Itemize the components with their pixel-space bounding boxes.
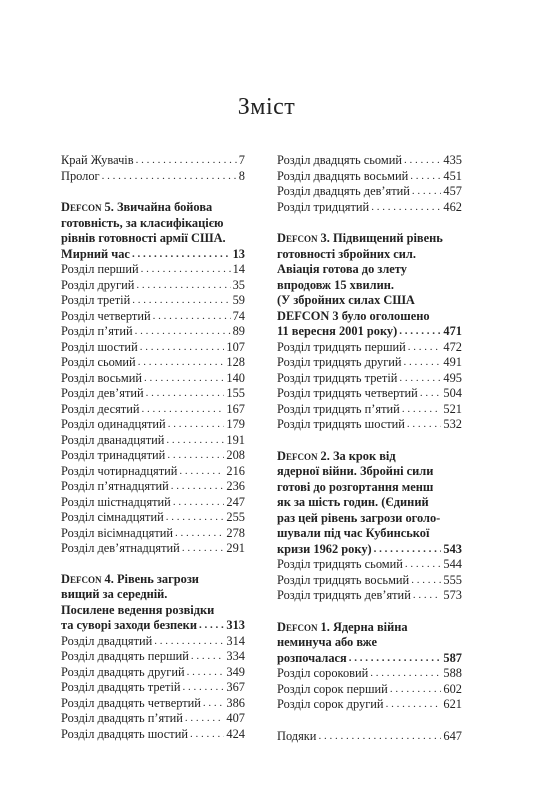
- entry-title: Розділ тридцять шостий: [277, 417, 405, 431]
- section-heading-line: неминуча або вже: [277, 635, 378, 649]
- entry-title: Розділ шостий: [61, 339, 138, 354]
- dot-leader: [132, 293, 230, 309]
- section-heading-line: Авіація готова до злету: [277, 262, 407, 276]
- dot-leader: [413, 588, 442, 604]
- chapter-entry: [277, 386, 462, 402]
- section-heading-line: Defcon 2. За крок від: [277, 448, 396, 463]
- page-number: 647: [443, 728, 462, 743]
- chapter-entry: [61, 479, 245, 495]
- entry-title: Розділ сімнадцятий: [61, 510, 164, 524]
- chapter-entry: [61, 448, 245, 464]
- entry-title: Розділ тридцять восьмий: [277, 572, 410, 587]
- continued-chapters: [277, 153, 462, 215]
- entry-title: Розділ одинадцятий: [61, 417, 166, 431]
- entry-title: Подяки: [277, 728, 317, 743]
- dot-leader: [183, 680, 225, 696]
- front-entry: [61, 169, 245, 185]
- entry-title: Розділ тридцять четвертий: [277, 386, 418, 400]
- page-title: Зміст: [237, 94, 296, 120]
- dot-leader: [185, 711, 225, 727]
- section-heading-line: вищий за середній.: [61, 587, 168, 601]
- page-number: 191: [226, 432, 245, 447]
- entry-title: Розділ тридцять другий: [277, 355, 402, 369]
- dot-leader: [141, 402, 224, 418]
- entry-title: Розділ дванадцятий: [61, 432, 165, 447]
- chapter-entry: [277, 402, 462, 418]
- entry-title: Розділ другий: [61, 277, 135, 292]
- dot-leader: [166, 510, 225, 526]
- chapter-entry: [61, 665, 245, 681]
- page-number: 424: [226, 726, 245, 741]
- page-number: 14: [232, 262, 245, 276]
- chapter-entry: [277, 588, 462, 604]
- dot-leader: [166, 433, 224, 449]
- entry-title: Розділ двадцять шостий: [61, 726, 188, 741]
- page-number: 291: [226, 541, 245, 555]
- dot-leader: [153, 309, 231, 325]
- entry-title: Розділ двадцять дев’ятий: [277, 184, 410, 198]
- page-number: 435: [443, 153, 462, 167]
- page-number: 451: [443, 168, 462, 183]
- dot-leader: [370, 666, 441, 682]
- page-number: 334: [226, 649, 245, 663]
- page-number: 491: [443, 355, 462, 369]
- entry-title: Розділ двадцять п’ятий: [61, 711, 183, 725]
- dot-leader: [408, 340, 442, 356]
- section-heading-entry: [277, 651, 462, 667]
- front-entry: [61, 153, 245, 169]
- section-heading-line: впродовж 15 хвилин.: [277, 277, 394, 292]
- dot-leader: [402, 402, 442, 418]
- section-heading-line: Defcon 5. Звичайна бойова: [61, 200, 213, 214]
- chapter-entry: [277, 697, 462, 713]
- entry-title: Розділ двадцятий: [61, 633, 153, 648]
- dot-leader: [138, 355, 225, 371]
- entry-title: Розділ п’ятнадцятий: [61, 479, 169, 493]
- page-number: 59: [232, 293, 245, 307]
- page-number: 462: [443, 199, 462, 214]
- entry-title: Розділ третій: [61, 293, 131, 307]
- page-number: 74: [232, 308, 245, 323]
- dot-leader: [191, 649, 225, 665]
- dot-leader: [136, 153, 237, 169]
- dot-leader: [374, 542, 442, 558]
- toc-column-left: [61, 153, 245, 742]
- dot-leader: [399, 371, 441, 387]
- entry-title: 11 вересня 2001 року): [277, 324, 398, 338]
- page-number: 407: [226, 711, 245, 725]
- page-number: 216: [226, 463, 245, 478]
- page-number: 588: [443, 666, 462, 680]
- toc-column-right: [277, 153, 462, 744]
- chapter-entry: [277, 666, 462, 682]
- dot-leader: [182, 541, 225, 557]
- entry-title: Розділ сорок перший: [277, 681, 388, 696]
- dot-leader: [167, 448, 224, 464]
- dot-leader: [404, 153, 441, 169]
- chapter-entry: [61, 278, 245, 294]
- section-defcon4: [61, 572, 245, 743]
- chapter-entry: [61, 293, 245, 309]
- chapter-entry: [61, 433, 245, 449]
- chapter-entry: [61, 355, 245, 371]
- section-heading-line: ядерної війни. Збройні сили: [277, 464, 434, 478]
- dot-leader: [173, 495, 225, 511]
- dot-leader: [140, 340, 225, 356]
- dot-leader: [175, 526, 224, 542]
- page-number: 13: [232, 246, 245, 261]
- dot-leader: [407, 417, 442, 433]
- entry-title: Розділ п’ятий: [61, 324, 133, 338]
- dot-leader: [390, 682, 442, 698]
- chapter-entry: [61, 371, 245, 387]
- page-number: 140: [226, 370, 245, 385]
- dot-leader: [132, 247, 231, 263]
- page-number: 313: [226, 618, 245, 632]
- entry-title: Розділ двадцять четвертий: [61, 695, 201, 710]
- page-number: 236: [226, 479, 245, 493]
- page-number: 155: [226, 386, 245, 400]
- page-number: 621: [443, 697, 462, 711]
- chapter-entry: [61, 541, 245, 557]
- chapter-entry: [61, 402, 245, 418]
- entry-title: Розділ шістнадцятий: [61, 494, 171, 509]
- chapter-entry: [61, 340, 245, 356]
- page-number: 521: [443, 401, 462, 416]
- chapter-entry: [61, 309, 245, 325]
- section-heading-line: Defcon 4. Рівень загрози: [61, 571, 199, 586]
- dot-leader: [168, 417, 225, 433]
- page-number: 208: [226, 448, 245, 462]
- dot-leader: [404, 355, 442, 371]
- entry-title: Розділ двадцять другий: [61, 664, 185, 679]
- chapter-entry: [277, 573, 462, 589]
- dot-leader: [179, 464, 224, 480]
- chapter-entry: [61, 262, 245, 278]
- chapter-entry: [277, 557, 462, 573]
- section-heading-line: шували під час Кубинської: [277, 526, 430, 540]
- chapter-entry: [61, 495, 245, 511]
- page-number: 255: [226, 510, 245, 524]
- section-defcon2: [277, 449, 462, 604]
- dot-leader: [411, 573, 441, 589]
- chapter-entry: [61, 464, 245, 480]
- section-heading-line: раз цей рівень загрози оголо-: [277, 510, 441, 525]
- entry-title: кризи 1962 року): [277, 541, 372, 556]
- entry-title: Край Жувачів: [61, 153, 134, 167]
- entry-title: Розділ перший: [61, 262, 139, 276]
- entry-title: Розділ двадцять третій: [61, 680, 181, 694]
- page-number: 587: [443, 650, 462, 665]
- chapter-entry: [61, 727, 245, 743]
- section-heading-line: Defcon 1. Ядерна війна: [277, 619, 408, 634]
- dot-leader: [141, 262, 231, 278]
- page-number: 107: [226, 339, 245, 354]
- dot-leader: [171, 479, 225, 495]
- entry-title: Розділ сорок другий: [277, 697, 384, 711]
- page-number: 314: [226, 633, 245, 648]
- entry-title: Розділ двадцять перший: [61, 649, 189, 663]
- section-defcon3: [277, 231, 462, 433]
- chapter-entry: [61, 510, 245, 526]
- entry-title: Розділ вісімнадцятий: [61, 525, 173, 540]
- chapter-entry: [277, 184, 462, 200]
- section-defcon1: [277, 620, 462, 713]
- dot-leader: [318, 729, 441, 745]
- section-heading-entry: [61, 618, 245, 634]
- page-number: 179: [226, 417, 245, 431]
- chapter-entry: [277, 200, 462, 216]
- chapter-entry: [277, 682, 462, 698]
- dot-leader: [144, 371, 224, 387]
- entry-title: Розділ сороковий: [277, 666, 369, 680]
- dot-leader: [349, 651, 442, 667]
- dot-leader: [154, 634, 224, 650]
- dot-leader: [399, 324, 441, 340]
- page-number: 472: [443, 339, 462, 354]
- entry-title: Розділ сьомий: [61, 355, 136, 369]
- entry-title: Розділ восьмий: [61, 370, 142, 385]
- page-number: 89: [232, 324, 245, 338]
- section-heading-line: рівнів готовності армії США.: [61, 231, 226, 245]
- section-heading-line: Defcon 3. Підвищений рівень: [277, 231, 443, 245]
- entry-title: Розділ тридцять п’ятий: [277, 401, 400, 416]
- chapter-entry: [277, 371, 462, 387]
- entry-title: Розділ дев’ятий: [61, 386, 144, 400]
- entry-title: Розділ тринадцятий: [61, 448, 166, 462]
- entry-title: Розділ чотирнадцятий: [61, 463, 178, 478]
- section-heading-line: готовності збройних сил.: [277, 246, 416, 261]
- entry-title: Пролог: [61, 168, 100, 183]
- section-heading-line: готові до розгортання менш: [277, 479, 434, 494]
- thanks-entry: [277, 729, 462, 745]
- page-number: 495: [443, 370, 462, 385]
- page-number: 543: [443, 541, 462, 556]
- entry-title: Розділ тридцятий: [277, 199, 370, 214]
- page-number: 367: [226, 680, 245, 694]
- dot-leader: [371, 200, 441, 216]
- page-number: 8: [238, 168, 245, 183]
- page-number: 602: [443, 681, 462, 696]
- front-matter: [61, 153, 245, 184]
- dot-leader: [102, 169, 237, 185]
- entry-title: Розділ тридцять дев’ятий: [277, 588, 411, 602]
- chapter-entry: [61, 417, 245, 433]
- chapter-entry: [61, 386, 245, 402]
- entry-title: Розділ тридцять третій: [277, 370, 398, 385]
- section-heading-line: як за шість годин. (Єдиний: [277, 495, 429, 509]
- dot-leader: [203, 696, 225, 712]
- thanks-section: [277, 729, 462, 745]
- chapter-entry: [277, 417, 462, 433]
- dot-leader: [420, 386, 442, 402]
- chapter-entry: [61, 680, 245, 696]
- entry-title: Розділ тридцять сьомий: [277, 557, 403, 571]
- dot-leader: [386, 697, 442, 713]
- entry-title: Розділ двадцять восьмий: [277, 168, 409, 183]
- entry-title: Розділ тридцять перший: [277, 339, 406, 354]
- dot-leader: [187, 665, 225, 681]
- page-number: 247: [226, 494, 245, 509]
- dot-leader: [135, 324, 231, 340]
- chapter-entry: [61, 696, 245, 712]
- dot-leader: [190, 727, 224, 743]
- entry-title: Мирний час: [61, 246, 130, 261]
- page-number: 573: [443, 588, 462, 602]
- page-number: 532: [443, 417, 462, 431]
- page-number: 386: [226, 695, 245, 710]
- page-number: 128: [226, 355, 245, 369]
- section-heading-line: DEFCON 3 було оголошено: [277, 308, 430, 323]
- page-number: 167: [226, 401, 245, 416]
- section-heading-entry: [277, 324, 462, 340]
- section-heading-entry: [277, 542, 462, 558]
- dot-leader: [410, 169, 441, 185]
- chapter-entry: [277, 355, 462, 371]
- dot-leader: [146, 386, 225, 402]
- entry-title: та суворі заходи безпеки: [61, 618, 197, 632]
- page-number: 7: [238, 153, 245, 167]
- chapter-entry: [277, 169, 462, 185]
- dot-leader: [199, 618, 224, 634]
- page-number: 457: [443, 184, 462, 198]
- page-number: 349: [226, 664, 245, 679]
- section-heading-entry: [61, 247, 245, 263]
- chapter-entry: [61, 634, 245, 650]
- page-number: 471: [443, 324, 462, 338]
- section-heading-line: готовність, за класифікацією: [61, 215, 224, 230]
- dot-leader: [405, 557, 442, 573]
- entry-title: Розділ четвертий: [61, 308, 151, 323]
- chapter-entry: [61, 649, 245, 665]
- section-defcon5: [61, 200, 245, 557]
- page-number: 555: [443, 572, 462, 587]
- entry-title: Розділ двадцять сьомий: [277, 153, 402, 167]
- entry-title: розпочалася: [277, 650, 347, 665]
- page-number: 278: [226, 525, 245, 540]
- page-number: 35: [232, 277, 245, 292]
- chapter-entry: [277, 340, 462, 356]
- chapter-entry: [61, 526, 245, 542]
- chapter-entry: [277, 153, 462, 169]
- page-number: 504: [443, 386, 462, 400]
- dot-leader: [136, 278, 230, 294]
- dot-leader: [412, 184, 441, 200]
- section-heading-line: (У збройних силах США: [277, 293, 415, 307]
- chapter-entry: [61, 324, 245, 340]
- entry-title: Розділ десятий: [61, 401, 140, 416]
- section-heading-line: Посилене ведення розвідки: [61, 602, 215, 617]
- entry-title: Розділ дев’ятнадцятий: [61, 541, 180, 555]
- chapter-entry: [61, 711, 245, 727]
- page-number: 544: [443, 557, 462, 571]
